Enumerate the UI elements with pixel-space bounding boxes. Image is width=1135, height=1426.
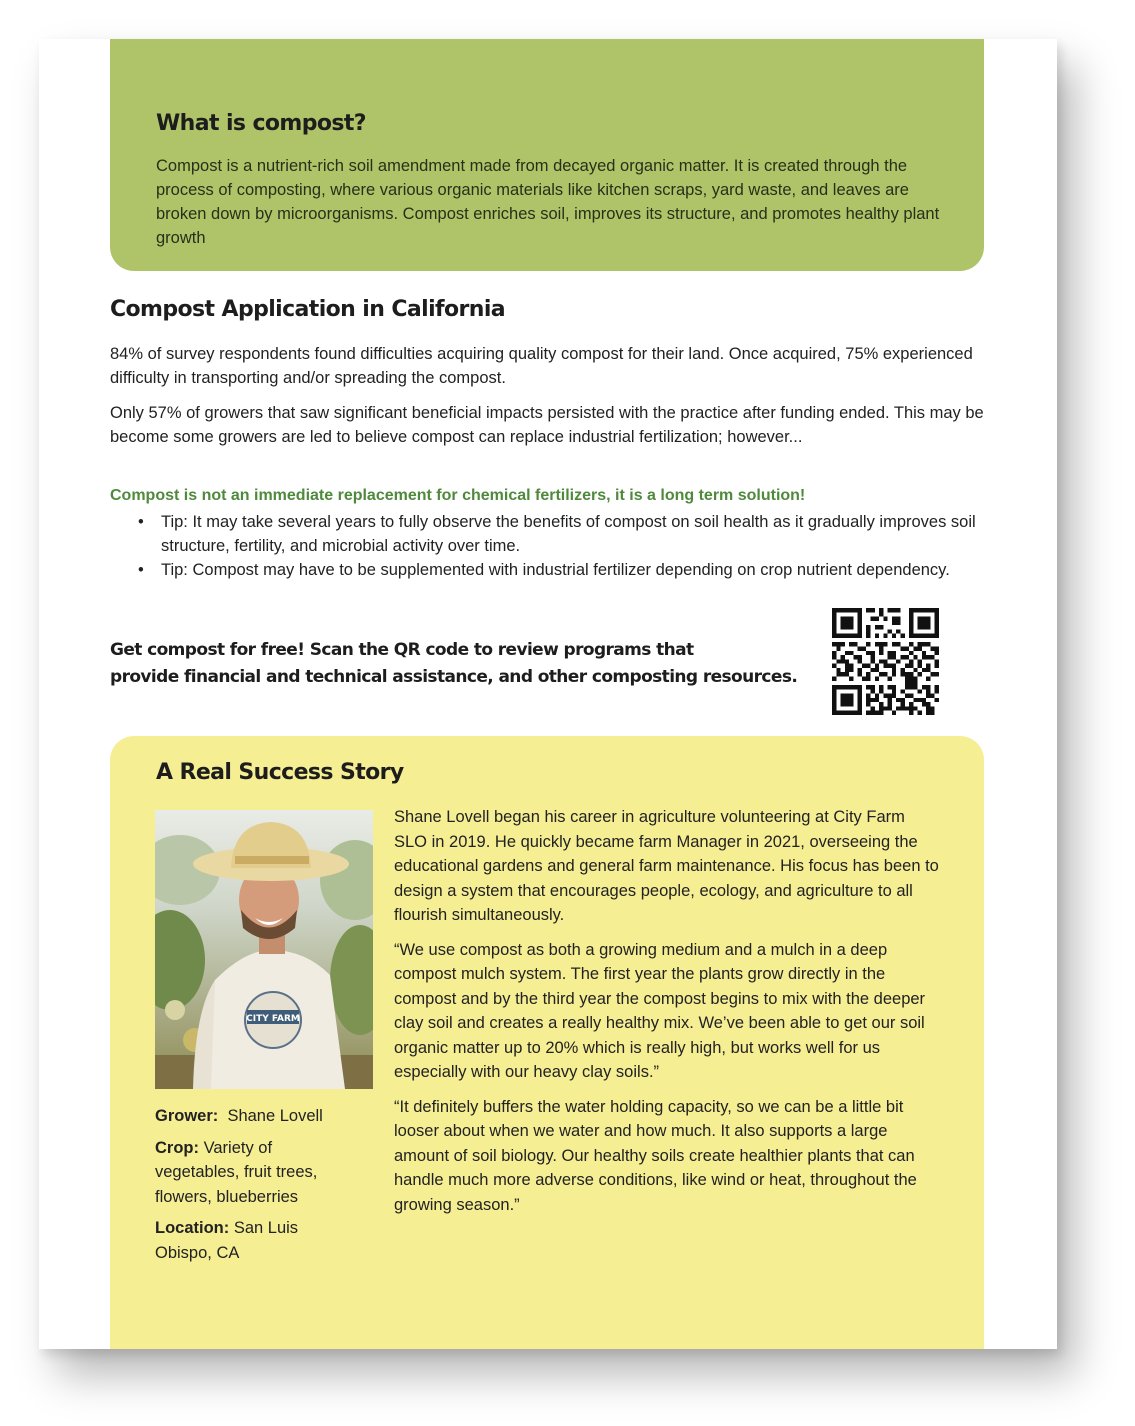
story-text xyxy=(394,805,939,1227)
what-is-compost-body: Compost is a nutrient-rich soil amendment made from decayed organic matter. It is created through the process of composting, where various organic materials like kitchen scraps, yard waste, and leaves are broken down by microorganisms. Compost enriches soil, improves its structure, and promotes healthy plant growth xyxy=(156,157,940,247)
document-page xyxy=(39,39,1057,1349)
grower-photo xyxy=(155,810,373,1089)
free-compost-cta xyxy=(110,637,810,691)
what-is-compost-box xyxy=(110,39,984,271)
crop-value: Variety of vegetables, fruit trees, flowers, blueberries xyxy=(155,1138,318,1206)
grower-facts xyxy=(155,1104,355,1272)
application-paragraph-2: Only 57% of growers that saw significant beneficial impacts persisted with the practice after funding ended. This may be become some growers are led to believe compost can replace industrial fertilization; however... xyxy=(110,404,984,446)
crop-label: Crop: xyxy=(155,1138,199,1157)
location-value: San Luis Obispo, CA xyxy=(155,1219,299,1262)
bullet-icon: • xyxy=(138,513,144,531)
grower-label: Grower: xyxy=(155,1107,219,1125)
success-story-title: A Real Success Story xyxy=(156,760,404,785)
shirt-logo-text: CITY FARM xyxy=(246,1014,300,1024)
story-quote: “It definitely buffers the water holding capacity, so we can be a little bit looser about when we water and how much. It also supports a large amount of soil biology. Our healthy soils create healthier plants that can handle much more adverse conditions, like wind or heat, throughout the growing season.” xyxy=(394,1097,917,1214)
application-title: Compost Application in California xyxy=(110,297,506,322)
what-is-compost-title: What is compost? xyxy=(156,111,366,136)
cta-line-2: provide financial and technical assistance, and other composting resources. xyxy=(110,667,798,687)
cta-line-1: Get compost for free! Scan the QR code to review programs that xyxy=(110,640,694,660)
application-paragraph-1: 84% of survey respondents found difficulties acquiring quality compost for their land. Once acquired, 75% experienced difficulty in transporting and/or spreading the compost. xyxy=(110,345,973,387)
grower-value: Shane Lovell xyxy=(227,1107,323,1125)
story-paragraph: Shane Lovell began his career in agriculture volunteering at City Farm SLO in 2019. He quickly became farm Manager in 2021, overseeing the educational gardens and general farm maintenance. His focus has been to design a system that encourages people, ecology, and agriculture to all flourish simultaneously. xyxy=(394,808,939,924)
bullet-icon: • xyxy=(138,561,144,579)
tip-text: Tip: Compost may have to be supplemented with industrial fertilizer depending on crop nutrient dependency. xyxy=(161,561,950,579)
location-label: Location: xyxy=(155,1219,230,1237)
grower-fact xyxy=(155,1104,355,1129)
crop-fact xyxy=(155,1136,355,1210)
highlight-statement: Compost is not an immediate replacement for chemical fertilizers, it is a long term solution! xyxy=(110,487,806,504)
tips-list xyxy=(110,510,990,582)
tip-item xyxy=(110,510,990,558)
tip-item xyxy=(110,558,990,582)
qr-code-icon[interactable] xyxy=(832,608,939,715)
success-story-box xyxy=(110,736,984,1349)
tip-text: Tip: It may take several years to fully observe the benefits of compost on soil health as it gradually improves soil structure, fertility, and microbial activity over time. xyxy=(161,513,976,555)
story-quote: “We use compost as both a growing medium and a mulch in a deep compost mulch system. The first year the plants grow directly in the compost and by the third year the compost begins to mix with the deeper clay soil and creates a really healthy mix. We’ve been able to get our soil organic matter up to 20% which is really high, but works well for us especially with our heavy clay soils.” xyxy=(394,940,926,1081)
location-fact xyxy=(155,1216,355,1265)
